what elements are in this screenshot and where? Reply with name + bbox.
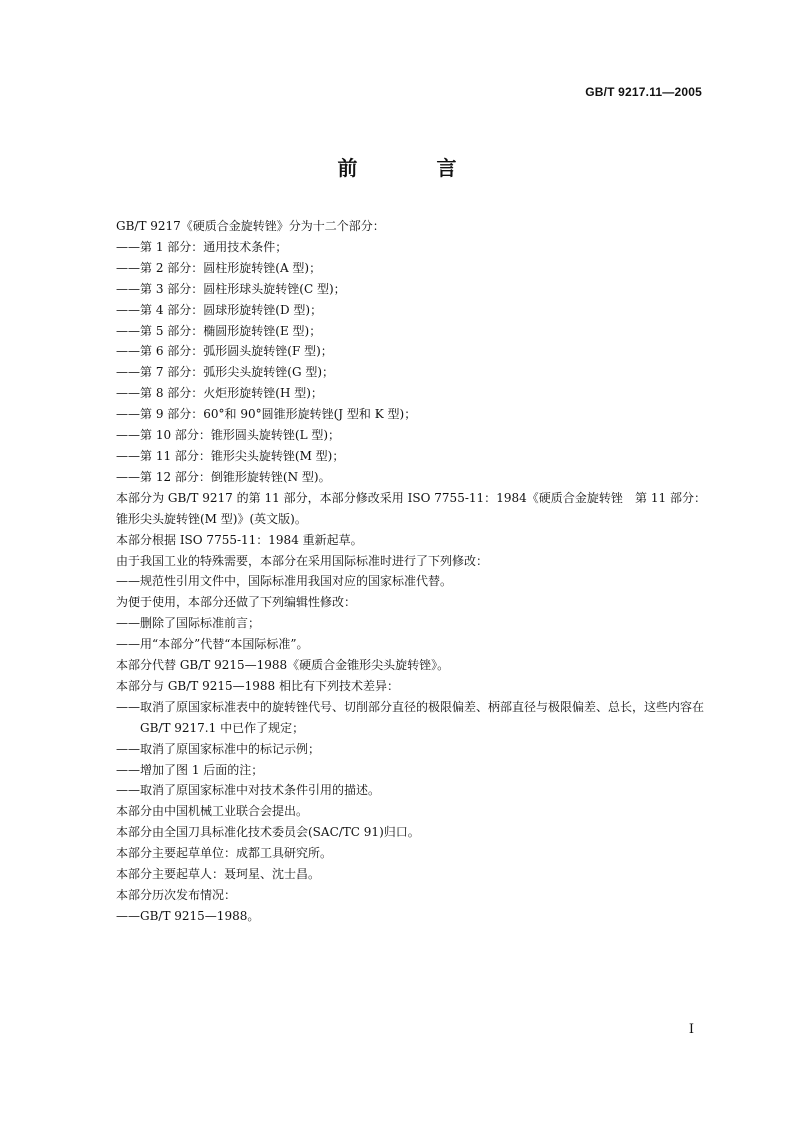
editorial-item: ——删除了国际标准前言； — [116, 616, 261, 631]
part-list-item: ——第 3 部分：圆柱形球头旋转锉(C 型)； — [116, 281, 346, 296]
difference-item: ——增加了图 1 后面的注； — [116, 762, 264, 777]
part-list-item: ——第 8 部分：火炬形旋转锉(H 型)； — [116, 386, 323, 401]
page-title: 前 言 — [337, 156, 493, 180]
part-list-item: ——第 7 部分：弧形尖头旋转锉(G 型)； — [116, 365, 335, 380]
foreword-body — [91, 216, 706, 927]
part-list-item: ——第 5 部分：椭圆形旋转锉(E 型)； — [116, 323, 322, 338]
standard-code: GB/T 9217.11—2005 — [585, 85, 702, 99]
part-list-item: ——第 9 部分：60°和 90°圆锥形旋转锉(J 型和 K 型)； — [116, 407, 417, 422]
part-list-item: ——第 4 部分：圆球形旋转锉(D 型)； — [116, 302, 323, 317]
part-list-item: ——第 10 部分：锥形圆头旋转锉(L 型)； — [116, 428, 341, 443]
history-intro: 本部分历次发布情况： — [116, 888, 237, 902]
replaces-paragraph: 本部分代替 GB/T 9215—1988《硬质合金锥形尖头旋转锉》。 — [116, 658, 450, 673]
part-list-item: ——第 1 部分：通用技术条件； — [116, 239, 288, 254]
difference-item: ——取消了原国家标准表中的旋转锉代号、切削部分直径的极限偏差、柄部直径与极限偏差、总长，这些内容在 GB/T 9217.1 中已作了规定； — [116, 699, 705, 735]
proposed-by-paragraph: 本部分由中国机械工业联合会提出。 — [116, 804, 309, 819]
editorial-item: ——用“本部分”代替“本国际标准”。 — [116, 637, 309, 652]
adoption-paragraph: 本部分为 GB/T 9217 的第 11 部分，本部分修改采用 ISO 7755-11：1984《硬质合金旋转锉 第 11 部分：锥形尖头旋转锉(M 型)》(英文版)。 — [116, 490, 706, 526]
drafting-unit-paragraph: 本部分主要起草单位：成都工具研究所。 — [116, 846, 333, 861]
part-list-item: ——第 12 部分：倒锥形旋转锉(N 型)。 — [116, 469, 331, 484]
difference-item: ——取消了原国家标准中的标记示例； — [116, 741, 321, 756]
history-item: ——GB/T 9215—1988。 — [116, 908, 260, 923]
modification-item: ——规范性引用文件中，国际标准用我国对应的国家标准代替。 — [116, 574, 453, 589]
drafting-basis-paragraph: 本部分根据 ISO 7755-11：1984 重新起草。 — [116, 532, 363, 547]
differences-intro: 本部分与 GB/T 9215—1988 相比有下列技术差异： — [116, 678, 399, 693]
part-list-item: ——第 11 部分：锥形尖头旋转锉(M 型)； — [116, 448, 345, 463]
part-list-item: ——第 2 部分：圆柱形旋转锉(A 型)； — [116, 260, 322, 275]
drafters-paragraph: 本部分主要起草人：聂珂星、沈士昌。 — [116, 867, 321, 882]
part-list-item: ——第 6 部分：弧形圆头旋转锉(F 型)； — [116, 344, 333, 359]
editorial-intro: 为便于使用，本部分还做了下列编辑性修改： — [116, 595, 357, 610]
page-number: I — [688, 1022, 694, 1037]
managed-by-paragraph: 本部分由全国刀具标准化技术委员会(SAC/TC 91)归口。 — [116, 825, 420, 840]
modification-intro: 由于我国工业的特殊需要，本部分在采用国际标准时进行了下列修改： — [116, 553, 489, 568]
difference-item: ——取消了原国家标准中对技术条件引用的描述。 — [116, 783, 381, 798]
intro-paragraph: GB/T 9217《硬质合金旋转锉》分为十二个部分： — [116, 219, 385, 233]
